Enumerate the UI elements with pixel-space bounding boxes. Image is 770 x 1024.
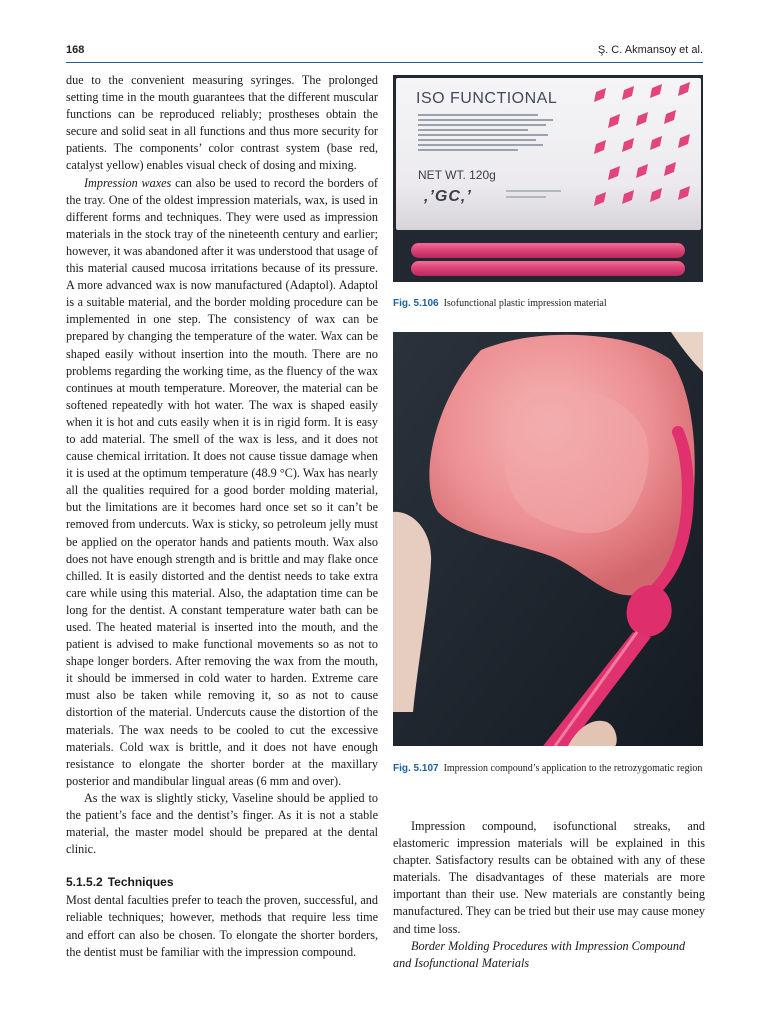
- figure-caption-text-1: Isofunctional plastic impression material: [443, 298, 607, 309]
- right-paragraph-2-italic: Border Molding Procedures with Impression Compound and Isofunctional Materials: [393, 938, 686, 970]
- figure-caption-1: [393, 297, 705, 310]
- running-author: Ş. C. Akmansoy et al.: [597, 44, 703, 56]
- right-paragraph-1: Impression compound, isofunctional streaks, and elastomeric impression materials will be explained in this chapter. Satisfactory results can be obtained with any of these materials. The disadvantages of these materials are more important than their use. New materials are constantly being manufactured. They can be tried but their use may cause money and time loss.: [393, 819, 705, 936]
- paragraph-4: Most dental faculties prefer to teach the proven, successful, and reliable techniques; however, methods that require less time and effort can also be chosen. To elongate the shorter borders, the dentist must be familiar with the impression compound.: [66, 893, 378, 959]
- box-net-weight: NET WT. 120g: [418, 168, 496, 182]
- paragraph-2: [66, 175, 378, 790]
- pink-pattern: [396, 78, 701, 230]
- term-impression-waxes: Impression waxes: [84, 175, 172, 190]
- section-heading: [66, 875, 378, 889]
- header-rule: [66, 62, 703, 63]
- figure-label-1: Fig. 5.106: [393, 298, 439, 309]
- figure-label-2: Fig. 5.107: [393, 763, 439, 774]
- paragraph-1: due to the convenient measuring syringes. The prolonged setting time in the mouth guarantees that the different muscular functions can be reproduced reliably; prostheses obtain the secure and solid seat in all functions and thus more security for patients. The components’ color contrast system (base red, catalyst yellow) enables visual check of dosing and mixing.: [66, 73, 378, 173]
- right-column: [393, 818, 705, 972]
- section-number: 5.1.5.2: [66, 875, 103, 890]
- figure-isofunctional-box-photo: [393, 75, 703, 282]
- left-column: [66, 72, 378, 961]
- page-number: 168: [66, 44, 85, 56]
- impression-stick-1: [411, 243, 685, 258]
- gc-logo: ‚’GC‚’: [424, 188, 472, 205]
- box-title: ISO FUNCTIONAL: [416, 90, 558, 107]
- figure-caption-2: [393, 762, 705, 775]
- impression-stick-2: [411, 261, 685, 276]
- paragraph-2-text: can also be used to record the borders of the tray. One of the oldest impression materials, wax, is used in different forms and techniques. They were used as impression materials in the stock tray of the nineteenth century and earlier; however, it was abandoned after it was understood that usage of this material caused mucosa irritations because of its pressure. A more advanced wax is now manufactured (Adaptol). Adaptol is a suitable material, and the border molding procedure can be implemented in one step. The consistency of wax can be prepared by changing the temperature of the water. Wax can be shaped easily without insertion into the mouth. There are no problems regarding the working time, as the fluency of the wax continues at mouth temperature. Moreover, the material can be softened repeatedly with hot water. The wax is shaped easily when it is hot and cuts easily when it is in rigid form. It is easy to add material. The smell of the wax is less, and it does not cause chemical irritation. It does not cause tissue damage when it is used at the optimum temperature (48.9 °C). Wax has nearly all the qualities required for a good border molding material, but the limitations are it becomes hard once set so it can’t be removed from undercuts. Wax is sticky, so petroleum jelly must be applied on the operator hands and patients mouth. Wax also does not have enough strength and is brittle and may flake once chilled. It is easily distorted and the dentist needs to take extra care while using this material. Also, the adaptation time can be long for the dentist. A constant temperature water bath can be used. The heated material is inserted into the mouth, and the patient is advised to make functional movements so as not to shape longer borders. After removing the wax from the mouth, it should be immersed in cold water to harden. Extreme care must also be taken while removing it, so as not to cause distortion of the material. Undercuts cause the distortion of the materials. The wax needs to be cooled to cut the excessive materials. Cold wax is brittle, and it does not have enough resistance to elongate the shorter border at the maxillary posterior and mandibular lingual areas (6 mm and over).: [66, 175, 378, 788]
- running-header: [66, 44, 703, 60]
- figure-impression-compound-photo: [393, 332, 703, 746]
- impression-tray-photo: [393, 332, 703, 746]
- section-title: Techniques: [107, 875, 174, 890]
- figure-caption-text-2: Impression compound’s application to the retrozygomatic region: [443, 763, 703, 774]
- paragraph-3: As the wax is slightly sticky, Vaseline should be applied to the patient’s face and the dentist’s finger. As it is not a stable material, the master model should be prepared at the dental clinic.: [66, 790, 378, 857]
- product-box: [396, 78, 701, 230]
